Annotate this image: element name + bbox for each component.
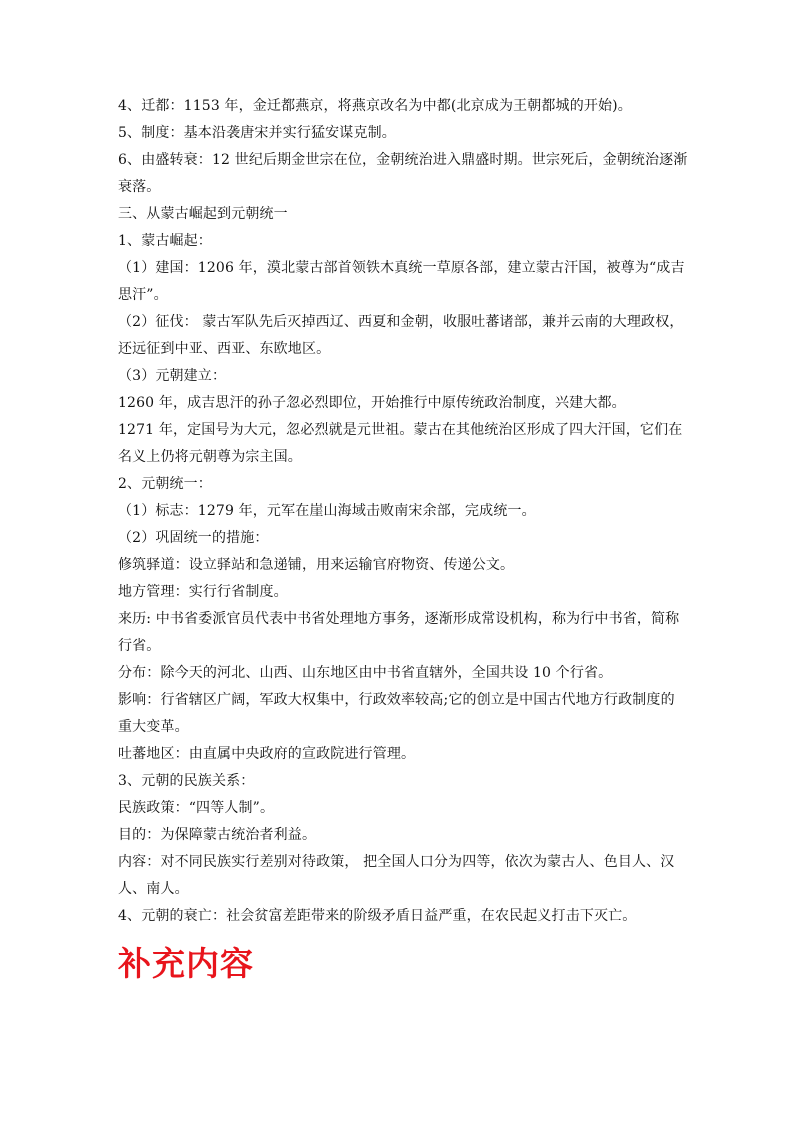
- text-line: 内容：对不同民族实行差别对待政策， 把全国人口分为四等，依次为蒙古人、色目人、汉: [118, 854, 675, 870]
- text-line: 4、迁都：1153 年，金迁都燕京，将燕京改名为中都(北京成为王朝都城的开始)。: [118, 98, 632, 114]
- text-line: （2）征伐： 蒙古军队先后灭掉西辽、西夏和金朝，收服吐蕃诸部，兼并云南的大理政权，: [118, 314, 684, 330]
- text-line: 5、制度：基本沿袭唐宋并实行猛安谋克制。: [118, 125, 396, 141]
- text-line: （1）标志：1279 年，元军在崖山海域击败南宋余部，完成统一。: [118, 503, 536, 519]
- text-line: 影响：行省辖区广阔，军政大权集中，行政效率较高;它的创立是中国古代地方行政制度的: [118, 692, 675, 708]
- text-line: 地方管理：实行行省制度。: [118, 584, 288, 600]
- text-line: 目的：为保障蒙古统治者利益。: [118, 827, 317, 843]
- text-line: （3）元朝建立：: [118, 368, 227, 384]
- text-line: 1271 年，定国号为大元，忽必烈就是元世祖。蒙古在其他统治区形成了四大汗国，它们在: [118, 422, 683, 438]
- text-line: 分布：除今天的河北、山西、山东地区由中书省直辖外，全国共设 10 个行省。: [118, 665, 613, 681]
- supplement-heading: 补充内容: [118, 944, 254, 983]
- text-line: 重大变革。: [118, 719, 189, 735]
- text-line: 思汗”。: [118, 287, 168, 303]
- text-line: （1）建国：1206 年，漠北蒙古部首领铁木真统一草原各部，建立蒙古汗国，被尊为“成吉: [118, 260, 685, 276]
- text-line: 6、由盛转衰：12 世纪后期金世宗在位，金朝统治进入鼎盛时期。世宗死后，金朝统治逐渐: [118, 152, 688, 168]
- section-heading: 三、从蒙古崛起到元朝统一: [118, 206, 288, 222]
- text-line: 名义上仍将元朝尊为宗主国。: [118, 449, 302, 465]
- subsection-heading: 3、元朝的民族关系：: [118, 773, 255, 789]
- subsection-heading: 1、蒙古崛起：: [118, 233, 212, 249]
- text-line: 民族政策：“四等人制”。: [118, 800, 275, 816]
- text-line: 衰落。: [118, 179, 161, 195]
- text-line: 人、南人。: [118, 881, 189, 897]
- subsection-heading: 2、元朝统一：: [118, 476, 212, 492]
- text-line: 行省。: [118, 638, 161, 654]
- text-line: 修筑驿道：设立驿站和急递铺，用来运输官府物资、传递公文。: [118, 557, 515, 573]
- text-line: 4、元朝的衰亡：社会贫富差距带来的阶级矛盾日益严重，在农民起义打击下灭亡。: [118, 908, 637, 924]
- text-line: （2）巩固统一的措施：: [118, 530, 269, 546]
- text-line: 吐蕃地区：由直属中央政府的宣政院进行管理。: [118, 746, 416, 762]
- text-line: 1260 年，成吉思汗的孙子忽必烈即位，开始推行中原传统政治制度，兴建大都。: [118, 395, 626, 411]
- text-line: 还远征到中亚、西亚、东欧地区。: [118, 341, 331, 357]
- text-line: 来历: 中书省委派官员代表中书省处理地方事务，逐渐形成常设机构，称为行中书省，简称: [118, 611, 680, 627]
- document-body: [118, 93, 688, 984]
